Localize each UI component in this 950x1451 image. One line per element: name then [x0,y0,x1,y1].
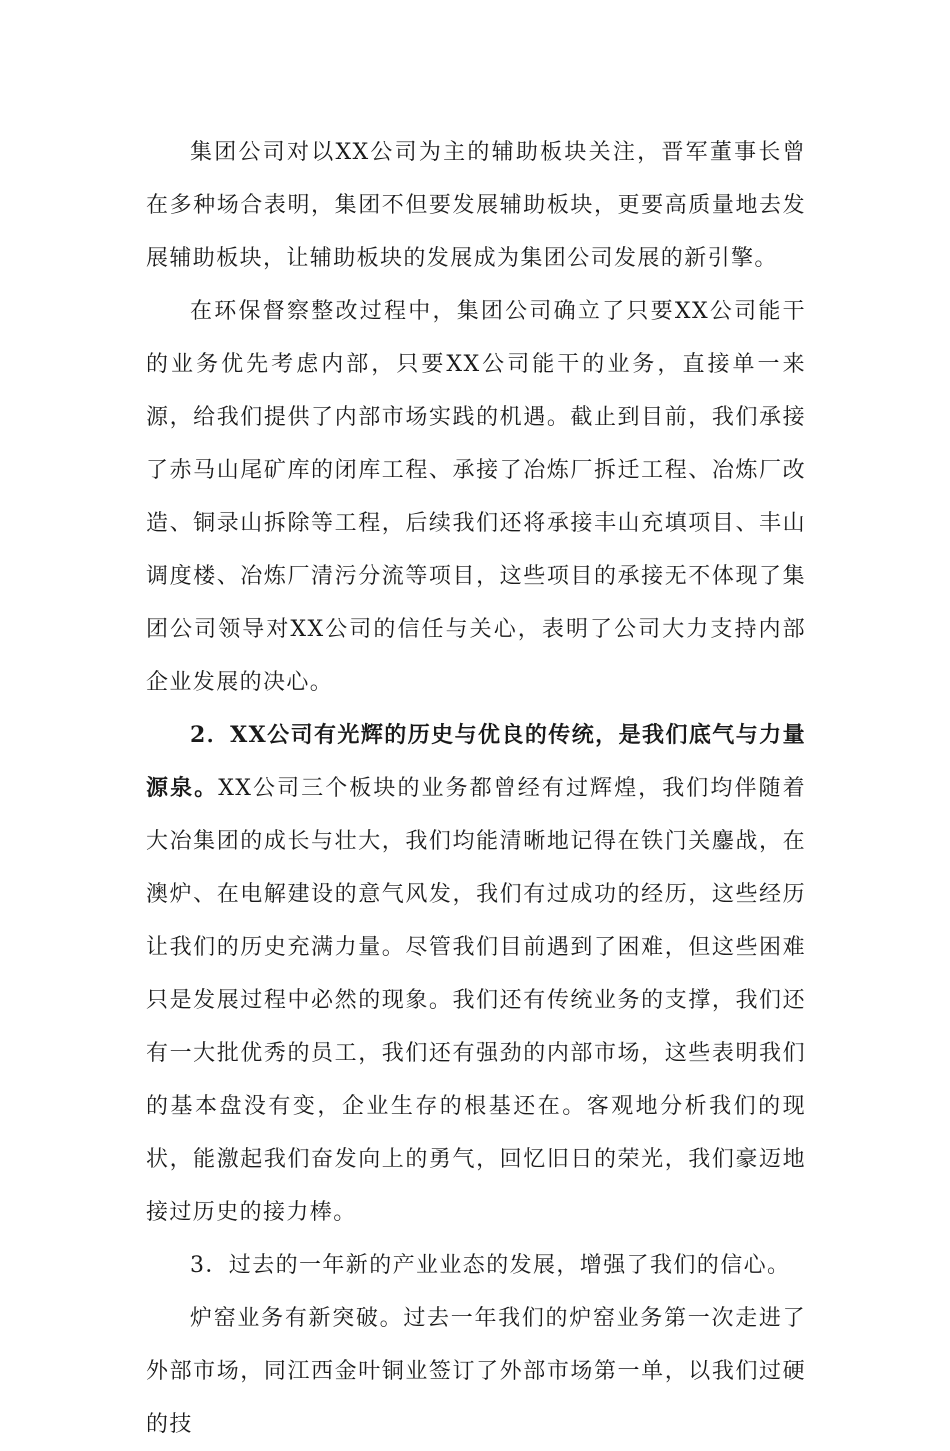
paragraph-new-industry [146,1239,806,1292]
paragraph-text: 集团公司对以XX公司为主的辅助板块关注，晋军董事长曾在多种场合表明，集团不但要发展辅助板块，更要高质量地去发展辅助板块，让辅助板块的发展成为集团公司发展的新引擎。 [146,140,806,271]
paragraph-heading: 2．XX公司有光辉的历史与优良的传统，是我们底气与力量源泉。 [146,722,806,801]
paragraph-text: 炉窑业务有新突破。过去一年我们的炉窑业务第一次走进了外部市场，同江西金叶铜业签订了外部市场第一单，以我们过硬的技 [146,1306,806,1437]
paragraph-furnace-business [146,1292,806,1451]
paragraph-auxiliary-sector [146,126,806,285]
document-body [146,126,806,1451]
paragraph-text: XX公司三个板块的业务都曾经有过辉煌，我们均伴随着大冶集团的成长与壮大，我们均能清晰地记得在铁门关鏖战，在澳炉、在电解建设的意气风发，我们有过成功的经历，这些经历让我们的历史充满力量。尽管我们目前遇到了困难，但这些困难只是发展过程中必然的现象。我们还有传统业务的支撑，我们还有一大批优秀的员工，我们还有强劲的内部市场，这些表明我们的基本盘没有变，企业生存的根基还在。客观地分析我们的现状，能激起我们奋发向上的勇气，回忆旧日的荣光，我们豪迈地接过历史的接力棒。 [146,776,806,1225]
paragraph-environmental-rectification [146,285,806,709]
paragraph-text: 3．过去的一年新的产业业态的发展，增强了我们的信心。 [190,1253,791,1278]
paragraph-history-tradition [146,709,806,1239]
paragraph-text: 在环保督察整改过程中，集团公司确立了只要XX公司能干的业务优先考虑内部，只要XX公司能干的业务，直接单一来源，给我们提供了内部市场实践的机遇。截止到目前，我们承接了赤马山尾矿库的闭库工程、承接了冶炼厂拆迁工程、冶炼厂改造、铜录山拆除等工程，后续我们还将承接丰山充填项目、丰山调度楼、冶炼厂清污分流等项目，这些项目的承接无不体现了集团公司领导对XX公司的信任与关心，表明了公司大力支持内部企业发展的决心。 [146,299,806,695]
